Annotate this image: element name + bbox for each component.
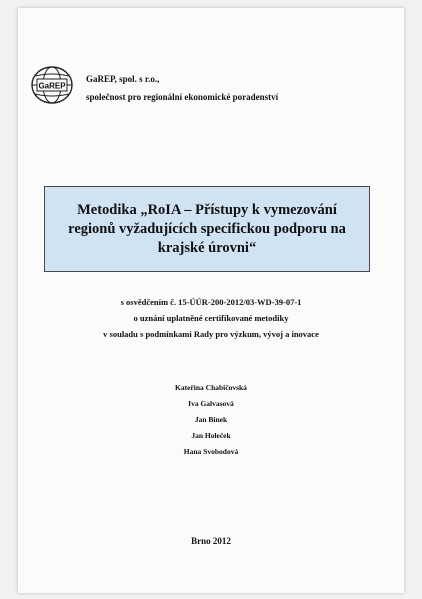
company-name: GaREP, spol. s r.o., xyxy=(86,74,160,84)
certification-line: s osvědčením č. 15-ÚÚR-200-2012/03-WD-39-07-1 xyxy=(120,297,302,307)
certification-line: v souladu s podmínkami Rady pro výzkum, vývoj a inovace xyxy=(103,329,319,339)
title-box xyxy=(44,186,370,272)
author-name: Kateřina Chabičovská xyxy=(175,383,247,392)
place-year: Brno 2012 xyxy=(191,536,231,546)
globe-logo-icon xyxy=(27,63,77,107)
author-name: Iva Galvasová xyxy=(188,399,234,408)
author-name: Jan Holeček xyxy=(191,431,231,440)
company-block xyxy=(86,70,278,106)
author-name: Jan Binek xyxy=(194,415,228,424)
author-name: Hana Svobodová xyxy=(183,447,239,456)
company-logo xyxy=(27,63,77,107)
certification-line: o uznání uplatněné certifikované metodiky xyxy=(133,313,289,323)
company-description: společnost pro regionální ekonomické poradenství xyxy=(86,92,279,102)
certification-block xyxy=(0,294,422,342)
logo-text: GaREP xyxy=(38,81,66,91)
document-title: Metodika „RoIA – Přístupy k vymezování regionů vyžadujících specifickou podporu na krajské úrovni“ xyxy=(68,201,346,256)
authors-list xyxy=(0,380,422,460)
